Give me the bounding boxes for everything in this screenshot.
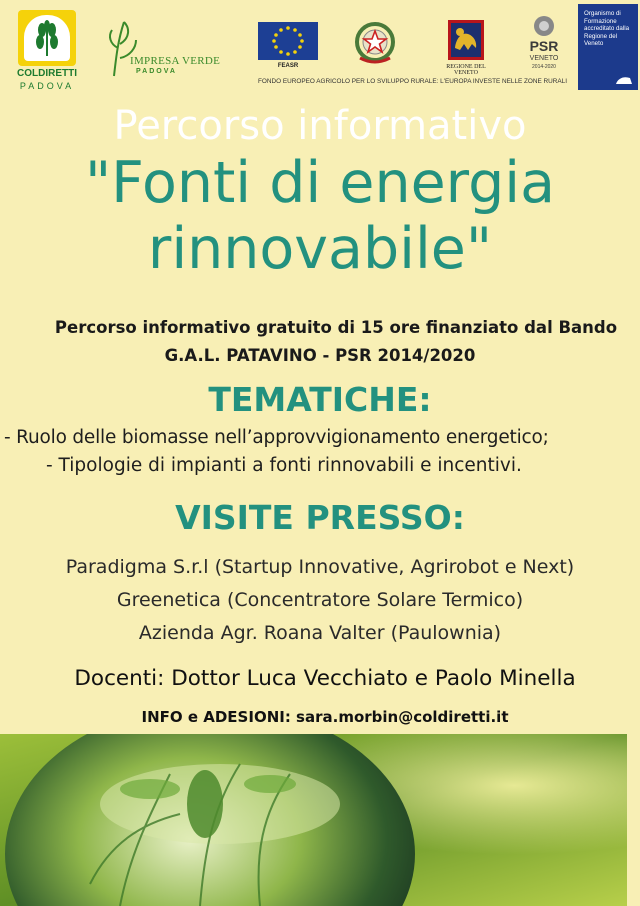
visite-list [0,551,640,650]
title-line-1: "Fonti di energia [84,150,556,216]
impresa-sub: PADOVA [136,68,177,75]
psr-emblem-icon [532,14,556,38]
docenti-text: Docenti: Dottor Luca Vecchiato e Paolo Minella [74,666,576,691]
visite-item: Paradigma S.r.l (Startup Innovative, Agrirobot e Next) [65,556,575,578]
regione-veneto-lion-icon [438,18,494,62]
intro-text [0,314,640,370]
intro-line-1: Percorso informativo gratuito di 15 ore finanziato dal Bando [54,318,618,337]
funding-caption: FONDO EUROPEO AGRICOLO PER LO SVILUPPO RURALE: L'EUROPA INVESTE NELLE ZONE RURALI [258,78,567,85]
psr-sub: VENETO [529,55,559,62]
psr-text: PSR [529,38,559,54]
impresa-name: IMPRESA VERDE [130,55,221,67]
tematiche-item: - Ruolo delle biomasse nell’approvvigionamento energetico; [4,427,549,448]
tematiche-list [0,424,640,480]
eu-label: FEASR [277,63,299,69]
glass-sphere-photo [0,734,627,906]
title-fonti-energia [0,150,640,282]
coldiretti-sub: PADOVA [19,81,75,91]
veneto-label: REGIONE DEL VENETO [446,64,486,76]
eu-logo [258,22,318,72]
italian-republic-emblem-icon [352,18,398,68]
tematiche-heading: TEMATICHE: [208,380,432,419]
title-percorso: Percorso informativo [113,103,527,149]
impresa-verde-logo [106,18,242,80]
info-adesioni: INFO e ADESIONI: sara.morbin@coldiretti.it [141,708,509,726]
organismo-text: Organismo di Formazione accreditato dalla Regione del Veneto [584,10,630,48]
psr-veneto-logo [524,14,564,72]
visite-item: Azienda Agr. Roana Valter (Paulownia) [138,622,502,644]
visite-item: Greenetica (Concentratore Solare Termico) [116,589,524,611]
visite-heading: VISITE PRESSO: [175,498,465,537]
title-line-2: rinnovabile" [147,216,493,282]
psr-years: 2014-2020 [532,64,556,70]
wheat-icon [32,20,62,58]
coldiretti-badge-icon [18,10,76,66]
regione-veneto-logo [438,18,494,74]
veneto-lion-mark-icon [614,74,634,86]
eu-flag-icon [258,22,318,60]
organismo-formazione-logo [578,4,638,90]
coldiretti-logo [14,10,80,92]
tematiche-item: - Tipologie di impianti a fonti rinnovabili e incentivi. [46,455,522,476]
intro-line-2: G.A.L. PATAVINO - PSR 2014/2020 [164,346,476,365]
coldiretti-name: COLDIRETTI [17,68,77,79]
